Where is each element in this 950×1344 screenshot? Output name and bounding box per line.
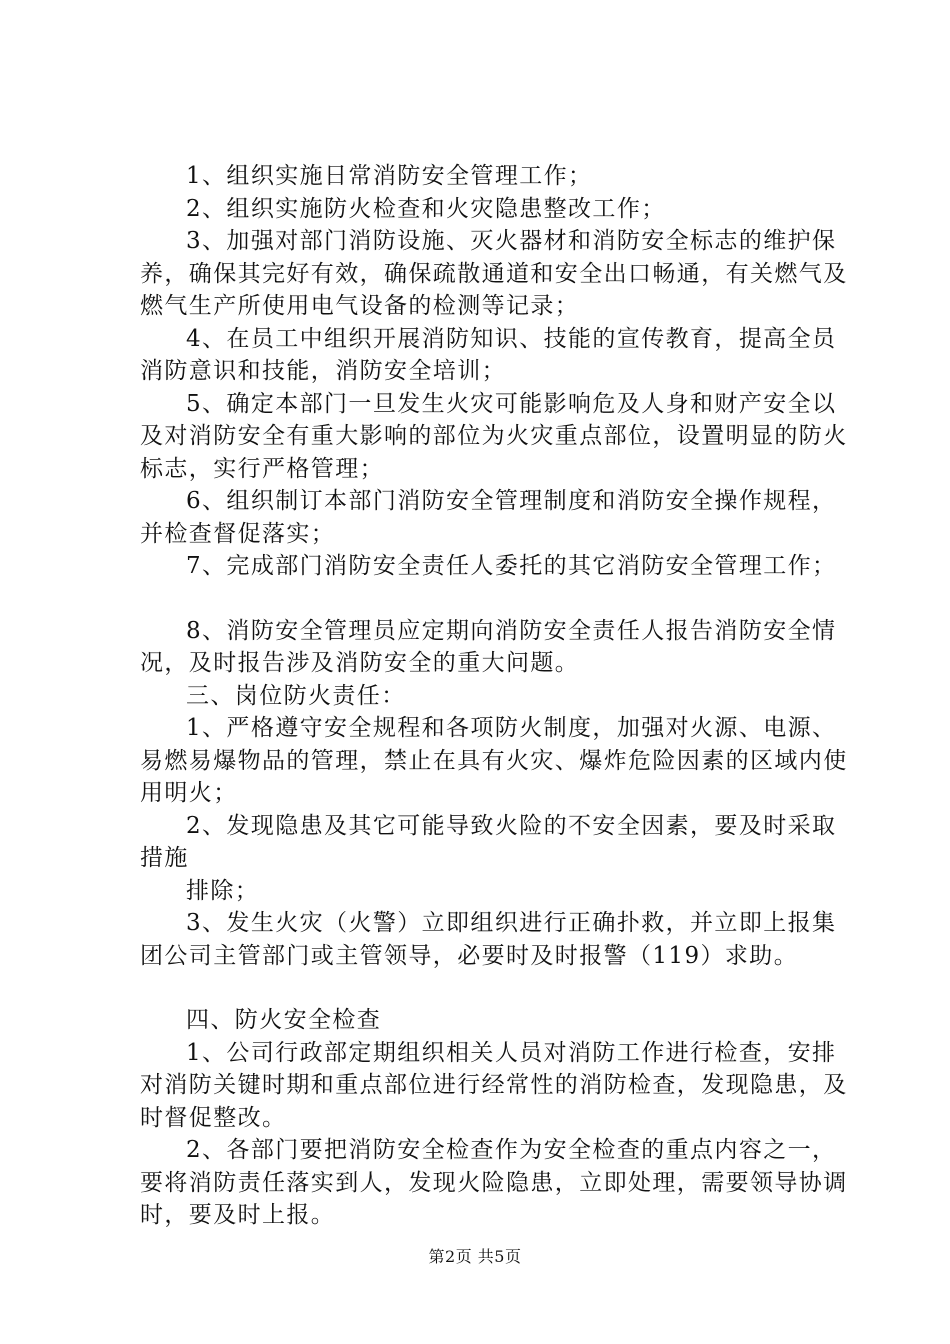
paragraph-duty-8: 8、消防安全管理员应定期向消防安全责任人报告消防安全情况，及时报告涉及消防安全的重大问题。 xyxy=(140,617,837,676)
paragraph-spacer xyxy=(140,972,860,1004)
paragraph-duty-4: 4、在员工中组织开展消防知识、技能的宣传教育，提高全员消防意识和技能，消防安全培训； xyxy=(140,325,837,384)
page-number-footer: 第2页 共5页 xyxy=(428,1247,522,1266)
paragraph-post-1: 1、严格遵守安全规程和各项防火制度，加强对火源、电源、易燃易爆物品的管理，禁止在具有火灾、爆炸危险因素的区域内使用明火； xyxy=(140,715,848,806)
paragraph-post-3: 3、发生火灾（火警）立即组织进行正确扑救，并立即上报集团公司主管部门或主管领导，必要时及时报警（119）求助。 xyxy=(140,910,837,969)
paragraph-duty-3: 3、加强对部门消防设施、灭火器材和消防安全标志的维护保养，确保其完好有效，确保疏散通道和安全出口畅通，有关燃气及燃气生产所使用电气设备的检测等记录； xyxy=(140,228,848,319)
paragraph-post-2-continued: 排除； xyxy=(186,877,260,904)
paragraph-post-2: 2、发现隐患及其它可能导致火险的不安全因素，要及时采取措施 xyxy=(140,812,837,871)
paragraph-inspection-2: 2、各部门要把消防安全检查作为安全检查的重点内容之一，要将消防责任落实到人，发现火险隐患，立即处理，需要领导协调时，要及时上报。 xyxy=(140,1137,848,1228)
paragraph-inspection-1: 1、公司行政部定期组织相关人员对消防工作进行检查，安排对消防关键时期和重点部位进行经常性的消防检查，发现隐患，及时督促整改。 xyxy=(140,1039,848,1131)
paragraph-duty-5: 5、确定本部门一旦发生火灾可能影响危及人身和财产安全以及对消防安全有重大影响的部位为火灾重点部位，设置明显的防火标志，实行严格管理； xyxy=(140,390,848,482)
paragraph-duty-1: 1、组织实施日常消防安全管理工作； xyxy=(186,163,593,189)
document-body xyxy=(140,160,860,1232)
paragraph-spacer xyxy=(140,583,860,615)
section-heading-fire-inspection: 四、防火安全检查 xyxy=(186,1007,382,1033)
paragraph-duty-2: 2、组织实施防火检查和火灾隐患整改工作； xyxy=(186,195,666,222)
section-heading-post-responsibility: 三、岗位防火责任： xyxy=(186,682,406,709)
paragraph-duty-6: 6、组织制订本部门消防安全管理制度和消防安全操作规程，并检查督促落实； xyxy=(140,488,837,547)
paragraph-duty-7: 7、完成部门消防安全责任人委托的其它消防安全管理工作； xyxy=(186,553,837,579)
